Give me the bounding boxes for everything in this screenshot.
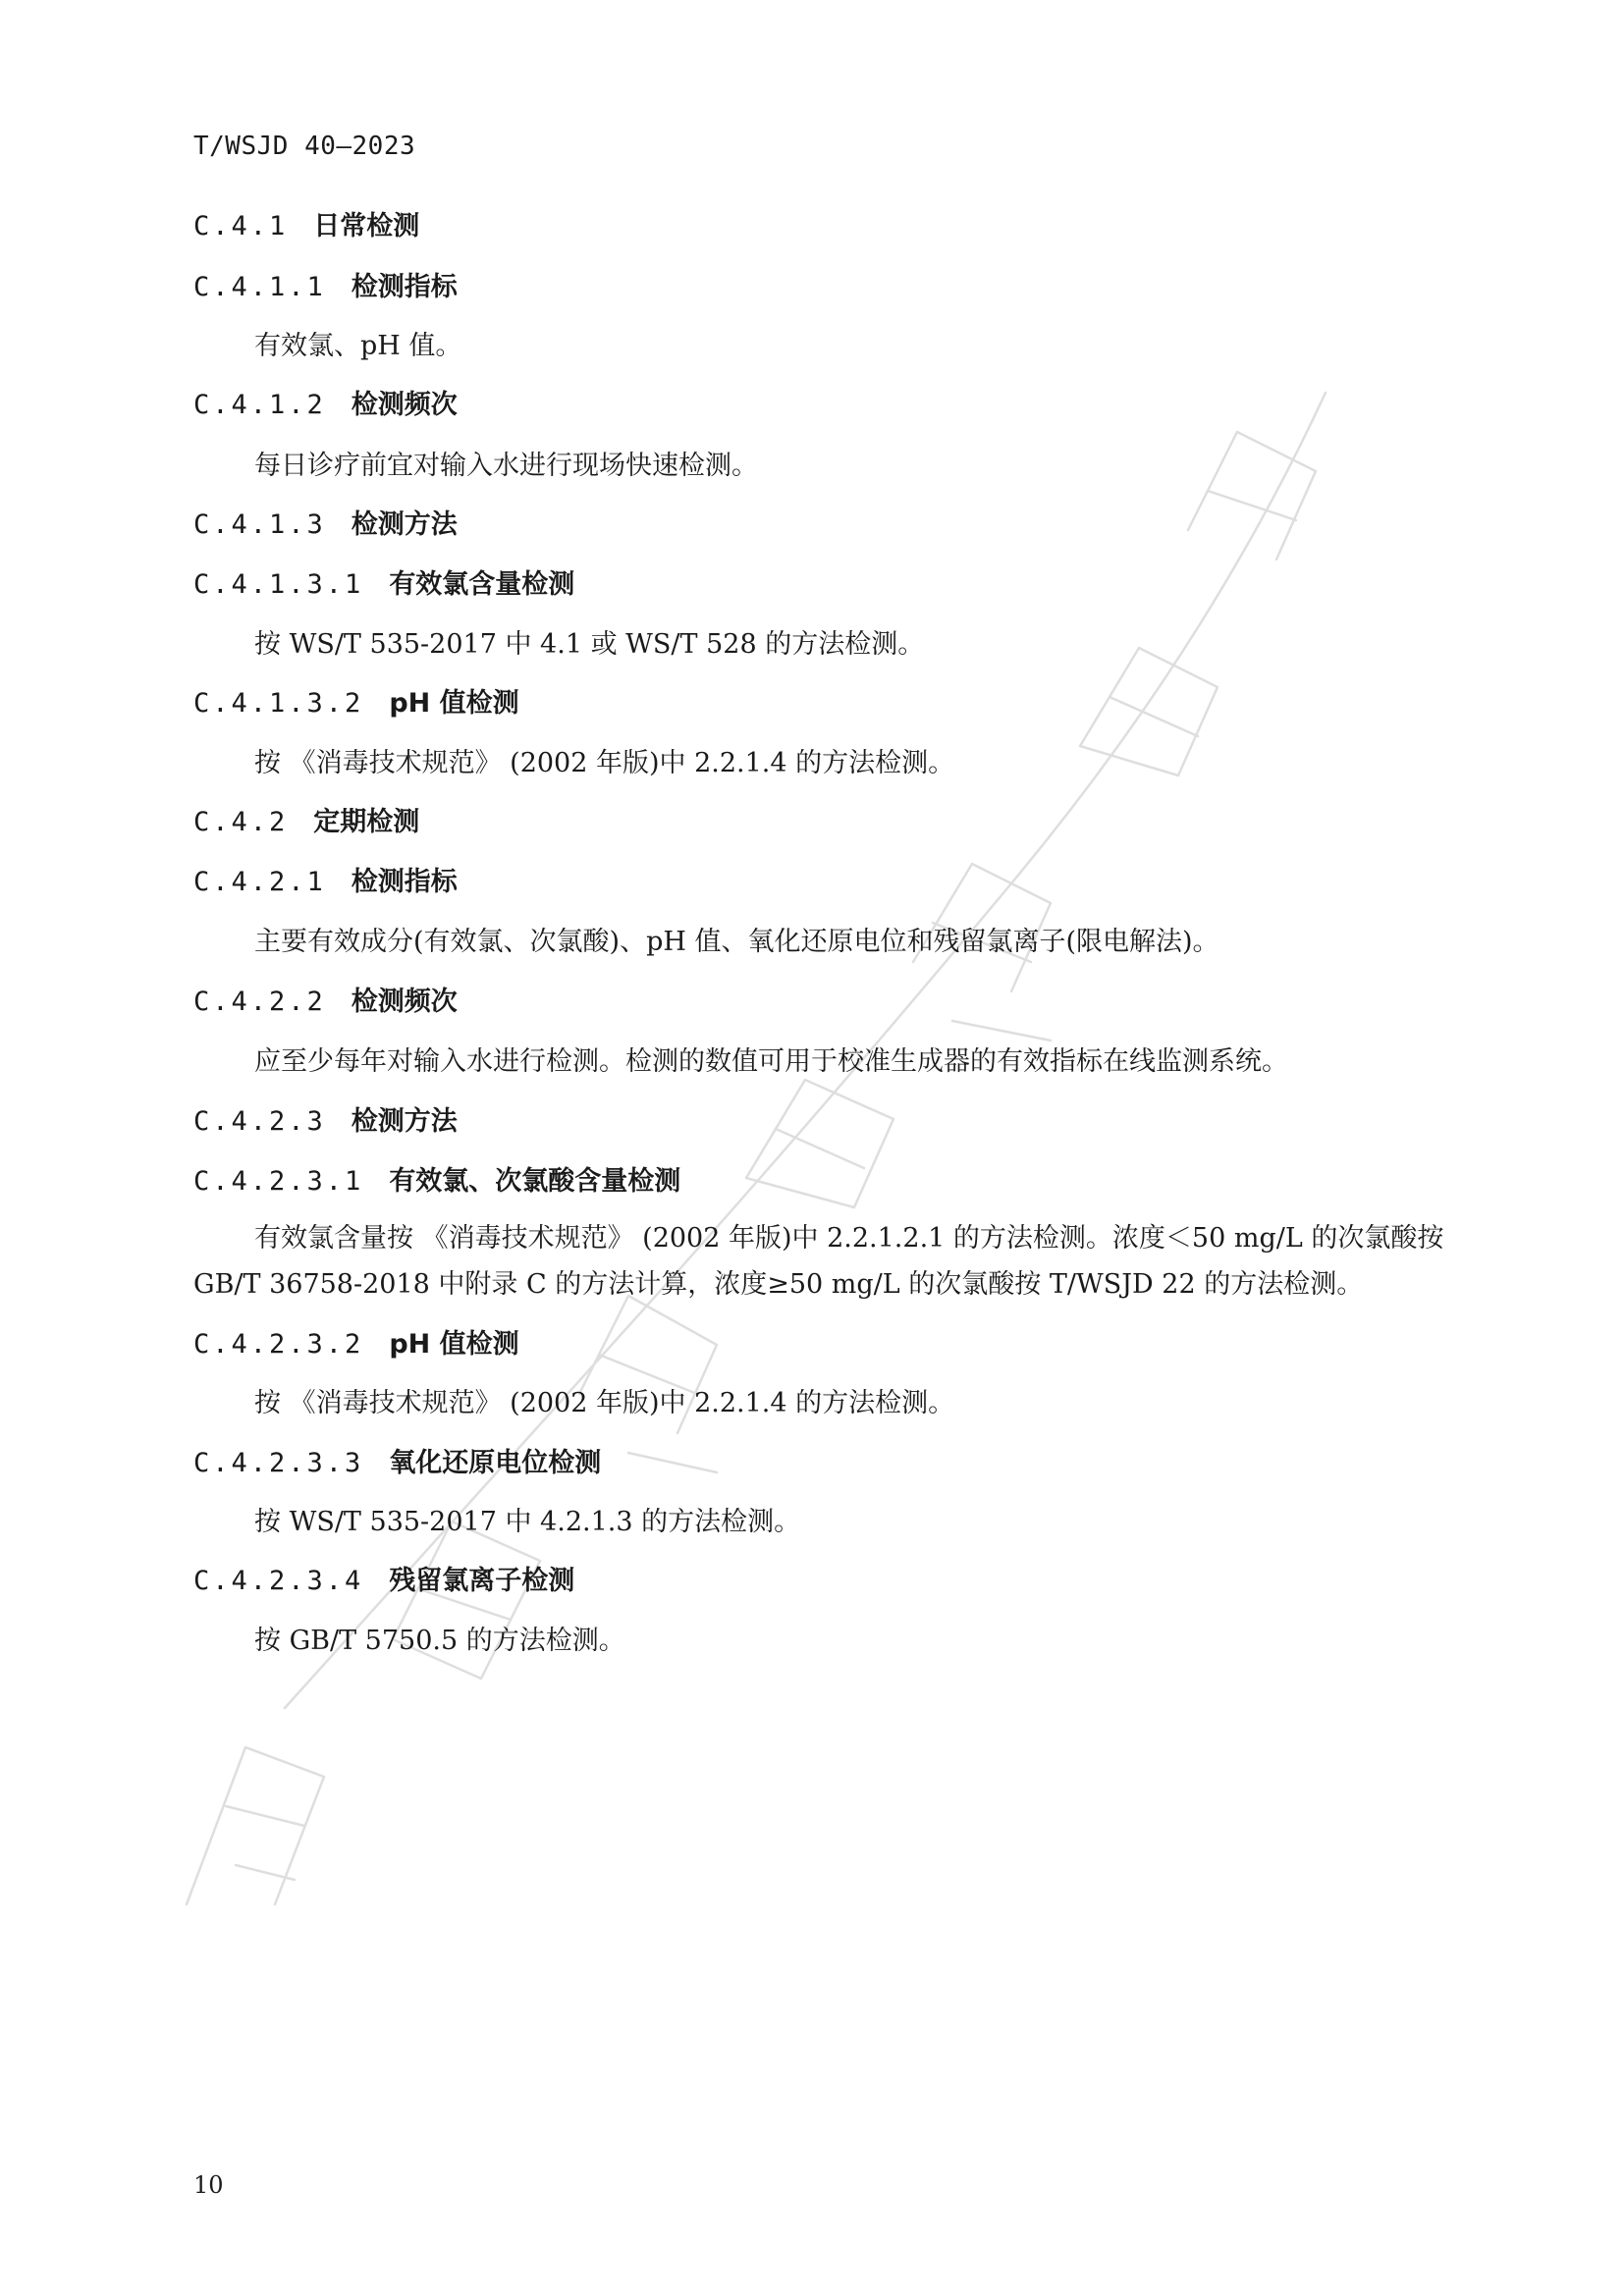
paragraph: 每日诊疗前宜对输入水进行现场快速检测。 [254,451,758,481]
section-title: 日常检测 [313,211,420,241]
section-heading [193,1441,601,1479]
paragraph: 有效氯含量按 《消毒技术规范》 (2002 年版)中 2.2.1.2.1 的方法检测。浓度＜50 mg/L 的次氯酸按 GB/T 36758-2018 中附录 C 的方法计算，浓度≥50 mg/L 的次氯酸按 T/WSJD 22 的方法检测。 [193,1223,1444,1300]
section-number: C.4.1.3 [193,509,326,540]
section-heading [193,265,458,303]
section-number: C.4.2.3.1 [193,1166,364,1197]
section-heading [193,562,574,601]
section-heading [193,1559,574,1597]
section-number: C.4.2.3.2 [193,1329,364,1360]
section-number: C.4.1.2 [193,390,326,420]
section-title: 检测指标 [351,272,458,302]
section-title: 定期检测 [313,807,420,837]
page-number: 10 [193,2171,224,2199]
section-number: C.4.1.3.1 [193,569,364,600]
section-title: 有效氯、次氯酸含量检测 [389,1166,681,1197]
paragraph: 按 WS/T 535-2017 中 4.1 或 WS/T 528 的方法检测。 [254,629,925,660]
section-title: 检测方法 [351,509,458,540]
section-title: pH 值检测 [389,1329,519,1360]
paragraph: 按 《消毒技术规范》 (2002 年版)中 2.2.1.4 的方法检测。 [254,748,955,778]
section-number: C.4.1 [193,211,289,241]
section-number: C.4.2.3.4 [193,1566,364,1596]
section-heading [193,1322,519,1361]
paragraph: 按 《消毒技术规范》 (2002 年版)中 2.2.1.4 的方法检测。 [254,1388,955,1418]
paragraph: 有效氯、pH 值。 [254,331,462,361]
section-title: 有效氯含量检测 [389,569,575,600]
section-title: 检测指标 [351,867,458,897]
section-title: 检测频次 [351,390,458,420]
section-title: 残留氯离子检测 [389,1566,575,1596]
section-title: pH 值检测 [389,688,519,719]
section-heading [193,980,458,1018]
section-number: C.4.1.1 [193,272,326,302]
section-heading [193,860,458,898]
paragraph: 应至少每年对输入水进行检测。检测的数值可用于校准生成器的有效指标在线监测系统。 [254,1046,1288,1077]
section-number: C.4.2.1 [193,867,326,897]
paragraph: 主要有效成分(有效氯、次氯酸)、pH 值、氧化还原电位和残留氯离子(限电解法)。 [254,927,1219,957]
section-heading [193,681,519,720]
section-heading [193,800,419,838]
section-number: C.4.2.2 [193,987,326,1017]
section-title: 检测频次 [351,987,458,1017]
section-number: C.4.2 [193,807,289,837]
section-title: 检测方法 [351,1106,458,1137]
section-heading [193,503,458,541]
section-number: C.4.1.3.2 [193,688,364,719]
paragraph: 按 GB/T 5750.5 的方法检测。 [254,1626,625,1656]
document-header: T/WSJD 40—2023 [193,132,416,161]
section-heading [193,204,419,242]
section-number: C.4.2.3.3 [193,1448,364,1478]
section-title: 氧化还原电位检测 [389,1448,602,1478]
section-number: C.4.2.3 [193,1106,326,1137]
section-heading [193,1159,680,1198]
paragraph: 按 WS/T 535-2017 中 4.2.1.3 的方法检测。 [254,1507,801,1537]
section-heading [193,1099,458,1138]
section-heading [193,383,458,421]
